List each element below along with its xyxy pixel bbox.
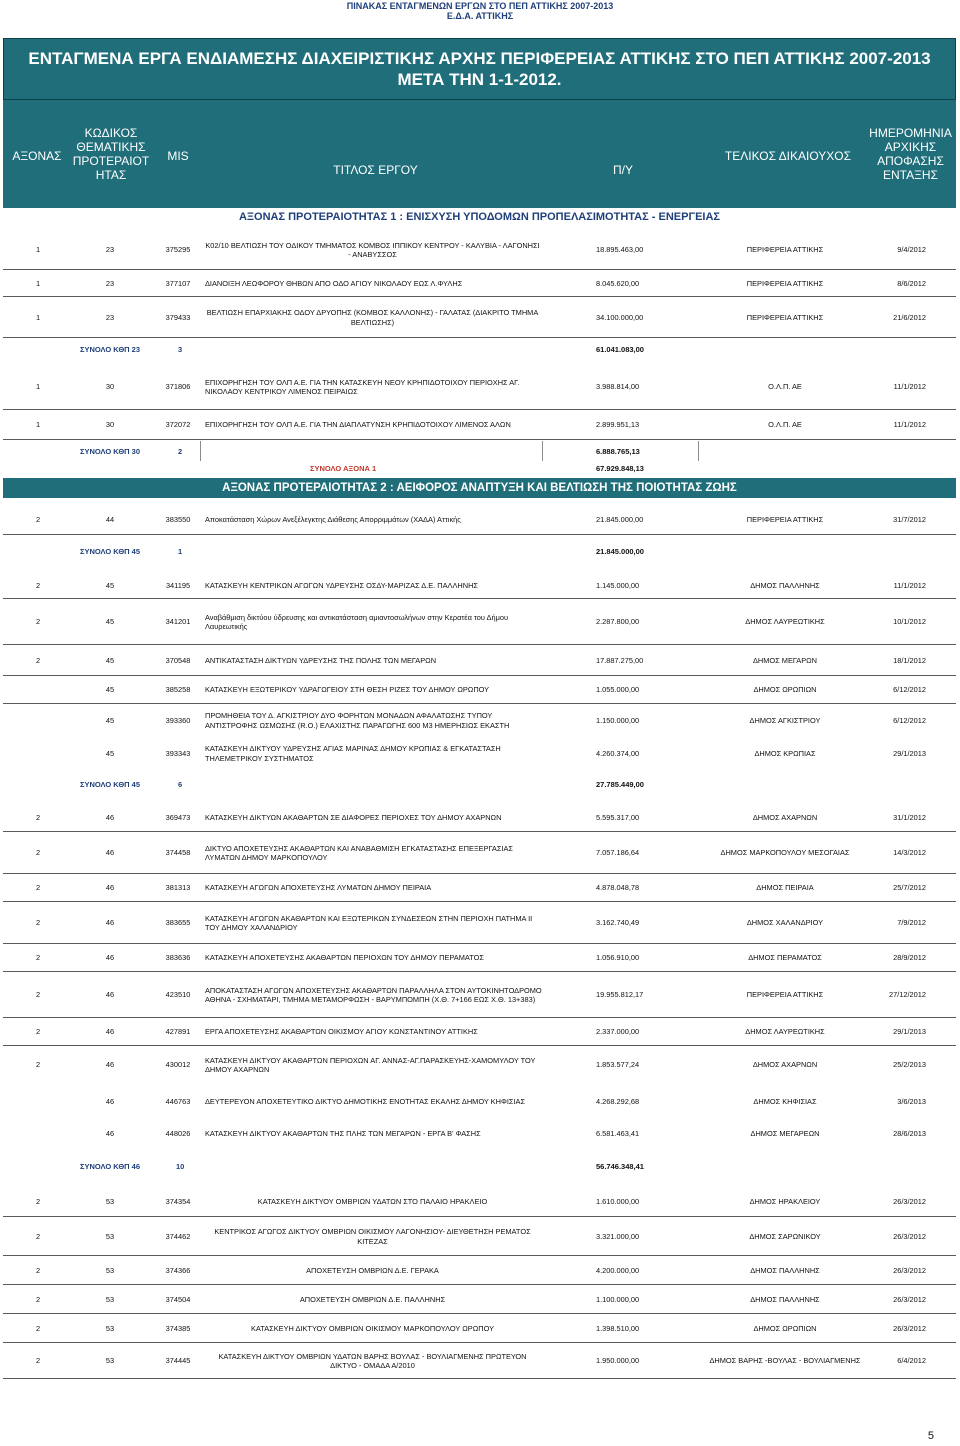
cell-budget: 3.988.814,00: [596, 382, 640, 392]
cell-theme-code: 45: [105, 655, 115, 665]
cell-mis: 383550: [165, 515, 191, 525]
cell-theme-code: 30: [105, 420, 115, 430]
table-row: [0, 902, 960, 944]
cell-date: 11/1/2012: [893, 420, 926, 430]
cell-beneficiary: ΔΗΜΟΣ ΗΡΑΚΛΕΙΟΥ: [749, 1197, 821, 1207]
cell-budget: 34.100.000,00: [596, 312, 644, 322]
cell-beneficiary: ΔΗΜΟΣ ΑΧΑΡΝΩΝ: [752, 813, 818, 823]
cell-title: ΚΑΤΑΣΚΕΥΗ ΑΠΟΧΕΤΕΥΣΗΣ ΑΚΑΘΑΡΤΩΝ ΠΕΡΙΟΧΩΝ ΤΟΥ ΔΗΜΟΥ ΠΕΡΑΜΑΤΟΣ: [205, 953, 484, 963]
subtotal-amount: 61.041.083,00: [596, 344, 644, 354]
column-divider: [200, 441, 201, 461]
cell-title: ΚΑΤΑΣΚΕΥΗ ΚΕΝΤΡΙΚΩΝ ΑΓΩΓΩΝ ΥΔΡΕΥΣΗΣ ΟΣΔΥ-ΜΑΡΙΖΑΣ Δ.Ε. ΠΑΛΛΗΝΗΣ: [205, 580, 478, 590]
cell-date: 26/3/2012: [893, 1294, 926, 1304]
cell-mis: 371806: [165, 382, 191, 392]
cell-beneficiary: ΔΗΜΟΣ ΣΑΡΩΝΙΚΟΥ: [749, 1231, 821, 1241]
column-divider: [542, 441, 543, 461]
table-row: [0, 505, 960, 535]
cell-title: ΚΑΤΑΣΚΕΥΗ ΔΙΚΤΥΟΥ ΟΜΒΡΙΩΝ ΥΔΑΤΩΝ ΣΤΟ ΠΑΛΑΙΟ ΗΡΑΚΛΕΙΟ: [257, 1197, 488, 1207]
cell-axis: [30, 737, 46, 770]
cell-axis: 2: [35, 918, 41, 928]
cell-theme-code: 45: [105, 580, 115, 590]
column-header-axis: ΑΞΟΝΑΣ: [12, 149, 62, 163]
cell-date: 8/6/2012: [897, 278, 926, 288]
cell-date: 28/6/2013: [893, 1129, 926, 1139]
cell-title: ΚΕΝΤΡΙΚΟΣ ΑΓΩΓΟΣ ΔΙΚΤΥΟΥ ΟΜΒΡΙΩΝ ΟΙΚΙΣΜΟΥ ΛΑΓΟΝΗΣΙΟΥ- ΔΙΕΥΘΕΤΗΣΗ ΡΕΜΑΤΟΣ ΚΙΤΕΖΑΣ: [214, 1227, 531, 1246]
cell-budget: 5.595.317,00: [596, 813, 640, 823]
cell-theme-code: 46: [105, 990, 115, 1000]
cell-beneficiary: ΔΗΜΟΣ ΚΡΩΠΙΑΣ: [754, 748, 816, 758]
cell-budget: 8.045.620,00: [596, 278, 640, 288]
cell-theme-code: 45: [105, 715, 115, 725]
cell-date: 7/9/2012: [897, 918, 926, 928]
cell-title: ΠΡΟΜΗΘΕΙΑ ΤΟΥ Δ. ΑΓΚΙΣΤΡΙΟΥ ΔΥΟ ΦΟΡΗΤΩΝ ΜΟΝΑΔΩΝ ΑΦΑΛΑΤΩΣΗΣ ΤΥΠΟΥ ΑΝΤΙΣΤΡΟΦΗΣ ΩΣΜΩΣΗΣ (R.O.) ΕΛΑΧΙΣΤΗΣ ΠΑΡΑΓΩΓΗΣ 600 M3 ΗΜΕΡΗΣΙΩΣ ΕΚΑΣΤΗ: [205, 711, 510, 730]
cell-title: ΔΙΑΝΟΙΞΗ ΛΕΩΦΟΡΟΥ ΘΗΒΩΝ ΑΠΟ ΟΔΟ ΑΓΙΟΥ ΝΙΚΟΛΑΟΥ ΕΩΣ Λ.ΦΥΛΗΣ: [205, 278, 463, 288]
cell-mis: 374462: [165, 1231, 191, 1241]
cell-axis: 2: [35, 1060, 41, 1070]
cell-theme-code: 46: [105, 813, 115, 823]
column-header-budget: Π/Υ: [612, 163, 633, 177]
cell-mis: 448026: [165, 1129, 191, 1139]
cell-axis: 1: [35, 278, 41, 288]
cell-theme-code: 53: [105, 1294, 115, 1304]
cell-axis: 2: [35, 617, 41, 627]
cell-beneficiary: Ο.Λ.Π. ΑΕ: [768, 382, 802, 392]
subtotal-row: [0, 339, 960, 359]
cell-date: 11/1/2012: [893, 382, 926, 392]
cell-date: 26/3/2012: [893, 1323, 926, 1333]
table-row: [0, 1018, 960, 1046]
cell-beneficiary: ΔΗΜΟΣ ΩΡΩΠΙΩΝ: [753, 1323, 817, 1333]
cell-axis: 2: [35, 1265, 41, 1275]
cell-date: 11/1/2012: [893, 580, 926, 590]
cell-date: 10/1/2012: [893, 617, 926, 627]
cell-date: 18/1/2012: [893, 655, 926, 665]
cell-mis: 341195: [165, 580, 191, 590]
cell-date: 6/4/2012: [897, 1356, 926, 1366]
subtotal-count: 1: [178, 546, 183, 556]
cell-theme-code: 46: [105, 953, 115, 963]
subtotal-label: ΣΥΝΟΛΟ ΚΘΠ 45: [80, 779, 141, 789]
cell-theme-code: 45: [105, 748, 115, 758]
cell-axis: 2: [35, 1197, 41, 1207]
cell-axis: 1: [35, 382, 41, 392]
table-row: [0, 364, 960, 410]
cell-date: 25/2/2013: [893, 1060, 926, 1070]
cell-mis: 374366: [165, 1265, 191, 1275]
cell-theme-code: 23: [105, 278, 115, 288]
table-row: [0, 832, 960, 874]
cell-mis: 374504: [165, 1294, 191, 1304]
cell-beneficiary: ΔΗΜΟΣ ΠΑΛΛΗΝΗΣ: [750, 580, 820, 590]
cell-title: ΚΑΤΑΣΚΕΥΗ ΔΙΚΤΥΩΝ ΑΚΑΘΑΡΤΩΝ ΣΕ ΔΙΑΦΟΡΕΣ ΠΕΡΙΟΧΕΣ ΤΟΥ ΔΗΜΟΥ ΑΧΑΡΝΩΝ: [205, 813, 502, 823]
table-row: [0, 599, 960, 645]
table-row: [0, 1343, 960, 1379]
cell-date: 9/4/2012: [897, 245, 926, 255]
table-row: [0, 1217, 960, 1256]
cell-budget: 4.268.292,68: [596, 1097, 640, 1107]
cell-title: ΑΠΟΧΕΤΕΥΣΗ ΟΜΒΡΙΩΝ Δ.Ε. ΓΕΡΑΚΑ: [306, 1265, 439, 1275]
cell-mis: 427891: [165, 1027, 191, 1037]
cell-title: ΕΠΙΧΟΡΗΓΗΣΗ ΤΟΥ ΟΛΠ Α.Ε. ΓΙΑ ΤΗΝ ΔΙΑΠΛΑΤΥΝΣΗ ΚΡΗΠΙΔΟΤΟΙΧΟΥ ΛΙΜΕΝΟΣ ΑΛΩΝ: [205, 420, 511, 430]
cell-mis: 370548: [165, 655, 191, 665]
cell-budget: 17.887.275,00: [596, 655, 644, 665]
cell-axis: 2: [35, 813, 41, 823]
cell-axis: 1: [35, 420, 41, 430]
cell-title: ΚΑΤΑΣΚΕΥΗ ΔΙΚΤΥΟΥ ΑΚΑΘΑΡΤΩΝ ΠΕΡΙΟΧΩΝ ΑΓ. ΑΝΝΑΣ-ΑΓ.ΠΑΡΑΣΚΕΥΗΣ-ΧΑΜΟΜΥΛΟΥ ΤΟΥ ΔΗΜΟΥ ΑΧΑΡΝΩΝ: [205, 1055, 536, 1074]
cell-budget: 3.321.000,00: [596, 1231, 640, 1241]
cell-beneficiary: ΔΗΜΟΣ ΜΕΓΑΡΩΝ: [753, 655, 817, 665]
row-divider: [3, 337, 956, 338]
cell-date: 26/3/2012: [893, 1197, 926, 1207]
cell-beneficiary: ΔΗΜΟΣ ΚΗΦΙΣΙΑΣ: [753, 1097, 817, 1107]
cell-mis: 375295: [165, 245, 191, 255]
table-row: [0, 737, 960, 770]
cell-beneficiary: ΔΗΜΟΣ ΜΕΓΑΡΕΩΝ: [750, 1129, 820, 1139]
cell-axis: 2: [35, 1294, 41, 1304]
subtotal-row: [0, 774, 960, 794]
cell-mis: 341201: [165, 617, 191, 627]
row-divider: [3, 439, 956, 440]
cell-beneficiary: ΠΕΡΙΦΕΡΕΙΑ ΑΤΤΙΚΗΣ: [746, 245, 824, 255]
subtotal-amount: 21.845.000,00: [596, 546, 644, 556]
section-axis-2: ΑΞΟΝΑΣ ΠΡΟΤΕΡΑΙΟΤΗΤΑΣ 2 : ΑΕΙΦΟΡΟΣ ΑΝΑΠΤΥΞΗ ΚΑΙ ΒΕΛΤΙΩΣΗ ΤΗΣ ΠΟΙΟΤΗΤΑΣ ΖΩΗΣ: [3, 478, 956, 498]
cell-date: 25/7/2012: [893, 883, 926, 893]
table-row: [0, 1187, 960, 1217]
cell-date: 29/1/2013: [893, 1027, 926, 1037]
cell-budget: 4.200.000,00: [596, 1265, 640, 1275]
cell-title: ΑΠΟΧΕΤΕΥΣΗ ΟΜΒΡΙΩΝ Δ.Ε. ΠΑΛΛΗΝΗΣ: [299, 1294, 446, 1304]
cell-mis: 381313: [165, 883, 191, 893]
cell-budget: 1.055.000,00: [596, 685, 640, 695]
cell-budget: 3.162.740,49: [596, 918, 640, 928]
table-row: [0, 704, 960, 737]
cell-beneficiary: ΠΕΡΙΦΕΡΕΙΑ ΑΤΤΙΚΗΣ: [746, 312, 824, 322]
cell-budget: 4.260.374,00: [596, 748, 640, 758]
cell-title: ΚΑΤΑΣΚΕΥΗ ΑΓΩΓΩΝ ΑΚΑΘΑΡΤΩΝ ΚΑΙ ΕΞΩΤΕΡΙΚΩΝ ΣΥΝΔΕΣΕΩΝ ΣΤΗΝ ΠΕΡΙΟΧΗ ΠΑΤΗΜΑ ΙΙ ΤΟΥ ΔΗΜΟΥ ΧΑΛΑΝΔΡΙΟΥ: [205, 913, 533, 932]
cell-title: ΚΑΤΑΣΚΕΥΗ ΔΙΚΤΥΟΥ ΟΜΒΡΙΩΝ ΥΔΑΤΩΝ ΒΑΡΗΣ ΒΟΥΛΑΣ - ΒΟΥΛΙΑΓΜΕΝΗΣ ΠΡΩΤΕΥΟΝ ΔΙΚΤΥΟ - ΟΜΑΔΑ Α/2010: [218, 1351, 527, 1370]
table-row: [0, 645, 960, 676]
cell-mis: 446763: [165, 1097, 191, 1107]
table-row: [0, 230, 960, 270]
cell-axis: [30, 704, 46, 737]
cell-theme-code: 53: [105, 1265, 115, 1275]
cell-beneficiary: ΔΗΜΟΣ ΠΕΡΑΜΑΤΟΣ: [748, 953, 822, 963]
cell-mis: 369473: [165, 813, 191, 823]
cell-theme-code: 30: [105, 382, 115, 392]
cell-mis: 385258: [165, 685, 191, 695]
section-axis-1: ΑΞΟΝΑΣ ΠΡΟΤΕΡΑΙΟΤΗΤΑΣ 1 : ΕΝΙΣΧΥΣΗ ΥΠΟΔΟΜΩΝ ΠΡΟΠΕΛΑΣΙΜΟΤΗΤΑΣ - ΕΝΕΡΓΕΙΑΣ: [3, 208, 956, 227]
cell-beneficiary: ΔΗΜΟΣ ΑΧΑΡΝΩΝ: [752, 1060, 818, 1070]
top-title-line-2: Ε.Δ.Α. ΑΤΤΙΚΗΣ: [446, 11, 514, 21]
document-top-title: [0, 0, 960, 21]
cell-budget: 18.895.463,00: [596, 245, 644, 255]
cell-beneficiary: Ο.Λ.Π. ΑΕ: [768, 420, 802, 430]
cell-budget: 19.955.812,17: [596, 990, 644, 1000]
cell-mis: 374445: [165, 1356, 191, 1366]
subtotal-label: ΣΥΝΟΛΟ ΚΘΠ 30: [80, 446, 141, 456]
cell-title: ΒΕΛΤΙΩΣΗ ΕΠΑΡΧΙΑΚΗΣ ΟΔΟΥ ΔΡΥΟΠΗΣ (ΚΟΜΒΟΣ ΚΑΛΛΟΝΗΣ) - ΓΑΛΑΤΑΣ (ΔΙΑΚΡΙΤΟ ΤΜΗΜΑ ΒΕΛΤΙΩΣΗΣ): [206, 308, 539, 327]
cell-budget: 6.581.463,41: [596, 1129, 640, 1139]
cell-theme-code: 53: [105, 1323, 115, 1333]
cell-axis: 2: [35, 580, 41, 590]
cell-title: ΔΙΚΤΥΟ ΑΠΟΧΕΤΕΥΣΗΣ ΑΚΑΘΑΡΤΩΝ ΚΑΙ ΑΝΑΒΑΘΜΙΣΗ ΕΓΚΑΤΑΣΤΑΣΗΣ ΕΠΕΞΕΡΓΑΣΙΑΣ ΛΥΜΑΤΩΝ ΔΗΜΟΥ ΜΑΡΚΟΠΟΥΛΟΥ: [205, 843, 513, 862]
cell-title: ΚΑΤΑΣΚΕΥΗ ΕΞΩΤΕΡΙΚΟΥ ΥΔΡΑΓΩΓΕΙΟΥ ΣΤΗ ΘΕΣΗ ΡΙΖΕΣ ΤΟΥ ΔΗΜΟΥ ΩΡΩΠΟΥ: [205, 685, 490, 695]
table-row: [0, 972, 960, 1018]
column-header-date: ΗΜΕΡΟΜΗΝΙΑ ΑΡΧΙΚΗΣ ΑΠΟΦΑΣΗΣ ΕΝΤΑΞΗΣ: [869, 126, 952, 182]
cell-title: ΔΕΥΤΕΡΕΥΟΝ ΑΠΟΧΕΤΕΥΤΙΚΟ ΔΙΚΤΥΟ ΔΗΜΟΤΙΚΗΣ ΕΝΟΤΗΤΑΣ ΕΚΑΛΗΣ ΔΗΜΟΥ ΚΗΦΙΣΙΑΣ: [205, 1097, 526, 1107]
cell-budget: 1.100.000,00: [596, 1294, 640, 1304]
cell-theme-code: 46: [105, 848, 115, 858]
cell-axis: 2: [35, 515, 41, 525]
table-row: [0, 572, 960, 599]
cell-date: 29/1/2013: [893, 748, 926, 758]
cell-date: 3/6/2013: [897, 1097, 926, 1107]
cell-beneficiary: ΠΕΡΙΦΕΡΕΙΑ ΑΤΤΙΚΗΣ: [746, 990, 824, 1000]
cell-budget: 1.853.577,24: [596, 1060, 640, 1070]
row-divider: [3, 534, 956, 535]
top-title-line-1: ΠΙΝΑΚΑΣ ΕΝΤΑΓΜΕΝΩΝ ΕΡΓΩΝ ΣΤΟ ΠΕΠ ΑΤΤΙΚΗΣ 2007-2013: [346, 1, 614, 11]
page-banner: ΕΝΤΑΓΜΕΝΑ ΕΡΓΑ ΕΝΔΙΑΜΕΣΗΣ ΔΙΑΧΕΙΡΙΣΤΙΚΗΣ ΑΡΧΗΣ ΠΕΡΙΦΕΡΕΙΑΣ ΑΤΤΙΚΗΣ ΣΤΟ ΠΕΠ ΑΤΤΙΚΗΣ 2007-2013 ΜΕΤΑ ΤΗΝ 1-1-2012.: [3, 38, 956, 100]
subtotal-row: [0, 442, 960, 460]
cell-theme-code: 53: [105, 1356, 115, 1366]
cell-theme-code: 46: [105, 918, 115, 928]
cell-axis: 1: [35, 312, 41, 322]
cell-axis: [30, 1084, 46, 1120]
cell-date: 21/6/2012: [893, 312, 926, 322]
table-row: [0, 676, 960, 704]
cell-beneficiary: ΔΗΜΟΣ ΛΑΥΡΕΩΤΙΚΗΣ: [745, 1027, 825, 1037]
cell-theme-code: 23: [105, 312, 115, 322]
row-divider: [3, 1378, 956, 1379]
cell-title: ΕΠΙΧΟΡΗΓΗΣΗ ΤΟΥ ΟΛΠ Α.Ε. ΓΙΑ ΤΗΝ ΚΑΤΑΣΚΕΥΗ ΝΕΟΥ ΚΡΗΠΙΔΟΤΟΙΧΟΥ ΠΕΡΙΟΧΗΣ ΑΓ. ΝΙΚΟΛΑΟΥ ΚΕΝΤΡΙΚΟΥ ΛΙΜΕΝΟΣ ΠΕΙΡΑΙΩΣ: [205, 377, 520, 396]
cell-date: 14/3/2012: [893, 848, 926, 858]
cell-axis: 2: [35, 990, 41, 1000]
cell-theme-code: 46: [105, 1060, 115, 1070]
cell-beneficiary: ΠΕΡΙΦΕΡΕΙΑ ΑΤΤΙΚΗΣ: [746, 515, 824, 525]
cell-title: ΚΑΤΑΣΚΕΥΗ ΔΙΚΤΥΟΥ ΥΔΡΕΥΣΗΣ ΑΓΙΑΣ ΜΑΡΙΝΑΣ ΔΗΜΟΥ ΚΡΩΠΙΑΣ & ΕΓΚΑΤΑΣΤΑΣΗ ΤΗΛΕΜΕΤΡΙΚΟΥ ΣΥΣΤΗΜΑΤΟΣ: [205, 744, 501, 763]
cell-mis: 374385: [165, 1323, 191, 1333]
cell-budget: 1.950.000,00: [596, 1356, 640, 1366]
cell-theme-code: 46: [105, 883, 115, 893]
cell-axis: 2: [35, 1356, 41, 1366]
cell-date: 27/12/2012: [889, 990, 926, 1000]
cell-axis: 2: [35, 1323, 41, 1333]
cell-title: ΕΡΓΑ ΑΠΟΧΕΤΕΥΣΗΣ ΑΚΑΘΑΡΤΩΝ ΟΙΚΙΣΜΟΥ ΑΓΙΟΥ ΚΩΝΣΤΑΝΤΙΝΟΥ ΑΤΤΙΚΗΣ: [205, 1027, 478, 1037]
cell-title: ΚΑΤΑΣΚΕΥΗ ΔΙΚΤΥΟΥ ΟΜΒΡΙΩΝ ΟΙΚΙΣΜΟΥ ΜΑΡΚΟΠΟΥΛΟΥ ΩΡΩΠΟΥ: [250, 1323, 495, 1333]
cell-beneficiary: ΔΗΜΟΣ ΑΓΚΙΣΤΡΙΟΥ: [749, 715, 821, 725]
cell-title: ΑΠΟΚΑΤΑΣΤΑΣΗ ΑΓΩΓΩΝ ΑΠΟΧΕΤΕΥΣΗΣ ΑΚΑΘΑΡΤΩΝ ΠΑΡΑΛΛΗΛΑ ΣΤΟΝ ΑΥΤΟΚΙΝΗΤΟΔΡΟΜΟ ΑΘΗΝΑ - ΣΧΗΜΑΤΑΡΙ, ΤΜΗΜΑ ΜΕΤΑΜΟΡΦΩΣΗ - ΒΑΡΥΜΠΟΜΠΗ (Χ.Θ. 7+166 ΕΩΣ Χ.Θ. 13+383): [205, 985, 542, 1004]
cell-budget: 1.056.910,00: [596, 953, 640, 963]
page-number: 5: [927, 1430, 934, 1442]
cell-theme-code: 23: [105, 245, 115, 255]
cell-beneficiary: ΔΗΜΟΣ ΠΑΛΛΗΝΗΣ: [750, 1265, 820, 1275]
cell-mis: 393343: [165, 748, 191, 758]
axis-total-amount: 67.929.848,13: [596, 463, 644, 473]
cell-budget: 1.610.000,00: [596, 1197, 640, 1207]
cell-budget: 2.287.800,00: [596, 617, 640, 627]
cell-axis: 2: [35, 848, 41, 858]
cell-budget: 7.057.186,64: [596, 848, 640, 858]
cell-axis: 2: [35, 1231, 41, 1241]
cell-date: 26/3/2012: [893, 1265, 926, 1275]
table-row: [0, 1314, 960, 1343]
table-row: [0, 1084, 960, 1120]
table-header: [3, 100, 956, 208]
cell-title: Αναβάθμιση δικτύου ύδρευσης και αντικατάσταση αμιαντοσωλήνων στην Κερατέα του Δήμου Λαυρεωτικής: [205, 612, 508, 631]
table-row: [0, 297, 960, 338]
cell-axis: [30, 1120, 46, 1148]
subtotal-amount: 6.888.765,13: [596, 446, 640, 456]
cell-title: Κ02/10 ΒΕΛΤΙΩΣΗ ΤΟΥ ΟΔΙΚΟΥ ΤΜΗΜΑΤΟΣ ΚΟΜΒΟΣ ΙΠΠΙΚΟΥ ΚΕΝΤΡΟΥ - ΚΑΛΥΒΙΑ - ΛΑΓΟΝΗΣΙ - ΑΝΑΒΥΣΣΟΣ: [205, 240, 540, 259]
cell-axis: 2: [35, 883, 41, 893]
cell-date: 31/7/2012: [893, 515, 926, 525]
cell-theme-code: 45: [105, 685, 115, 695]
column-header-mis: MIS: [167, 149, 189, 163]
cell-beneficiary: ΔΗΜΟΣ ΧΑΛΑΝΔΡΙΟΥ: [746, 918, 824, 928]
subtotal-row: [0, 1156, 960, 1176]
table-row: [0, 1046, 960, 1084]
cell-theme-code: 53: [105, 1231, 115, 1241]
table-row: [0, 804, 960, 832]
cell-beneficiary: ΔΗΜΟΣ ΠΑΛΛΗΝΗΣ: [750, 1294, 820, 1304]
cell-mis: 430012: [165, 1060, 191, 1070]
cell-date: 6/12/2012: [893, 715, 926, 725]
subtotal-label: ΣΥΝΟΛΟ ΚΘΠ 23: [80, 344, 141, 354]
column-divider: [698, 441, 699, 461]
cell-title: ΑΝΤΙΚΑΤΑΣΤΑΣΗ ΔΙΚΤΥΩΝ ΥΔΡΕΥΣΗΣ ΤΗΣ ΠΟΛΗΣ ΤΩΝ ΜΕΓΑΡΩΝ: [205, 655, 437, 665]
subtotal-count: 3: [178, 344, 183, 354]
cell-theme-code: 44: [105, 515, 115, 525]
cell-beneficiary: ΔΗΜΟΣ ΩΡΩΠΙΩΝ: [753, 685, 817, 695]
cell-title: ΚΑΤΑΣΚΕΥΗ ΔΙΚΤΥΟΥ ΑΚΑΘΑΡΤΩΝ ΤΗΣ ΠΛΗΣ ΤΩΝ ΜΕΓΑΡΩΝ - ΕΡΓΑ Β' ΦΑΣΗΣ: [205, 1129, 481, 1139]
cell-beneficiary: ΔΗΜΟΣ ΒΑΡΗΣ -ΒΟΥΛΑΣ - ΒΟΥΛΙΑΓΜΕΝΗΣ: [709, 1356, 861, 1366]
cell-axis: 2: [35, 953, 41, 963]
cell-beneficiary: ΔΗΜΟΣ ΠΕΙΡΑΙΑ: [756, 883, 814, 893]
subtotal-row: [0, 541, 960, 561]
cell-mis: 383655: [165, 918, 191, 928]
cell-date: 6/12/2012: [893, 685, 926, 695]
cell-title: ΚΑΤΑΣΚΕΥΗ ΑΓΩΓΩΝ ΑΠΟΧΕΤΕΥΣΗΣ ΛΥΜΑΤΩΝ ΔΗΜΟΥ ΠΕΙΡΑΙΑ: [205, 883, 432, 893]
table-row: [0, 410, 960, 440]
cell-axis: 1: [35, 245, 41, 255]
cell-mis: 377107: [165, 278, 191, 288]
cell-budget: 4.878.048,78: [596, 883, 640, 893]
cell-date: 26/3/2012: [893, 1231, 926, 1241]
cell-budget: 21.845.000,00: [596, 515, 644, 525]
axis-total-row: [0, 460, 960, 476]
cell-axis: 2: [35, 655, 41, 665]
table-row: [0, 1256, 960, 1285]
cell-mis: 374354: [165, 1197, 191, 1207]
cell-mis: 423510: [165, 990, 191, 1000]
subtotal-count: 2: [178, 446, 183, 456]
cell-beneficiary: ΠΕΡΙΦΕΡΕΙΑ ΑΤΤΙΚΗΣ: [746, 278, 824, 288]
subtotal-count: 10: [176, 1161, 185, 1171]
cell-title: Αποκατάσταση Χώρων Ανεξέλεγκτης Διάθεσης Απορριμμάτων (ΧΑΔΑ) Αττικής: [205, 515, 461, 525]
cell-theme-code: 46: [105, 1027, 115, 1037]
cell-mis: 372072: [165, 420, 191, 430]
cell-budget: 2.337.000,00: [596, 1027, 640, 1037]
cell-axis: 2: [35, 1027, 41, 1037]
table-row: [0, 944, 960, 972]
cell-mis: 393360: [165, 715, 191, 725]
table-row: [0, 1120, 960, 1148]
cell-mis: 379433: [165, 312, 191, 322]
subtotal-label: ΣΥΝΟΛΟ ΚΘΠ 46: [80, 1161, 141, 1171]
subtotal-label: ΣΥΝΟΛΟ ΚΘΠ 45: [80, 546, 141, 556]
cell-budget: 2.899.951,13: [596, 420, 640, 430]
column-header-theme-code: ΚΩΔΙΚΟΣ ΘΕΜΑΤΙΚΗΣ ΠΡΟΤΕΡΑΙΟΤ ΗΤΑΣ: [72, 126, 150, 182]
cell-theme-code: 45: [105, 617, 115, 627]
subtotal-amount: 27.785.449,00: [596, 779, 644, 789]
cell-theme-code: 53: [105, 1197, 115, 1207]
cell-theme-code: 46: [105, 1129, 115, 1139]
cell-theme-code: 46: [105, 1097, 115, 1107]
cell-date: 31/1/2012: [893, 813, 926, 823]
column-header-title: ΤΙΤΛΟΣ ΕΡΓΟΥ: [333, 163, 418, 177]
cell-beneficiary: ΔΗΜΟΣ ΛΑΥΡΕΩΤΙΚΗΣ: [745, 617, 825, 627]
cell-axis: [30, 676, 46, 704]
subtotal-count: 6: [178, 779, 183, 789]
subtotal-amount: 56.746.348,41: [596, 1161, 644, 1171]
cell-mis: 383636: [165, 953, 191, 963]
cell-mis: 374458: [165, 848, 191, 858]
cell-budget: 1.145.000,00: [596, 580, 640, 590]
cell-date: 28/9/2012: [893, 953, 926, 963]
column-header-beneficiary: ΤΕΛΙΚΟΣ ΔΙΚΑΙΟΥΧΟΣ: [724, 149, 852, 163]
table-row: [0, 874, 960, 902]
cell-beneficiary: ΔΗΜΟΣ ΜΑΡΚΟΠΟΥΛΟΥ ΜΕΣΟΓΑΙΑΣ: [720, 848, 850, 858]
cell-budget: 1.150.000,00: [596, 715, 640, 725]
table-row: [0, 1285, 960, 1314]
axis-total-label: ΣΥΝΟΛΟ ΑΞΟΝΑ 1: [310, 463, 377, 473]
table-row: [0, 270, 960, 297]
cell-budget: 1.398.510,00: [596, 1323, 640, 1333]
